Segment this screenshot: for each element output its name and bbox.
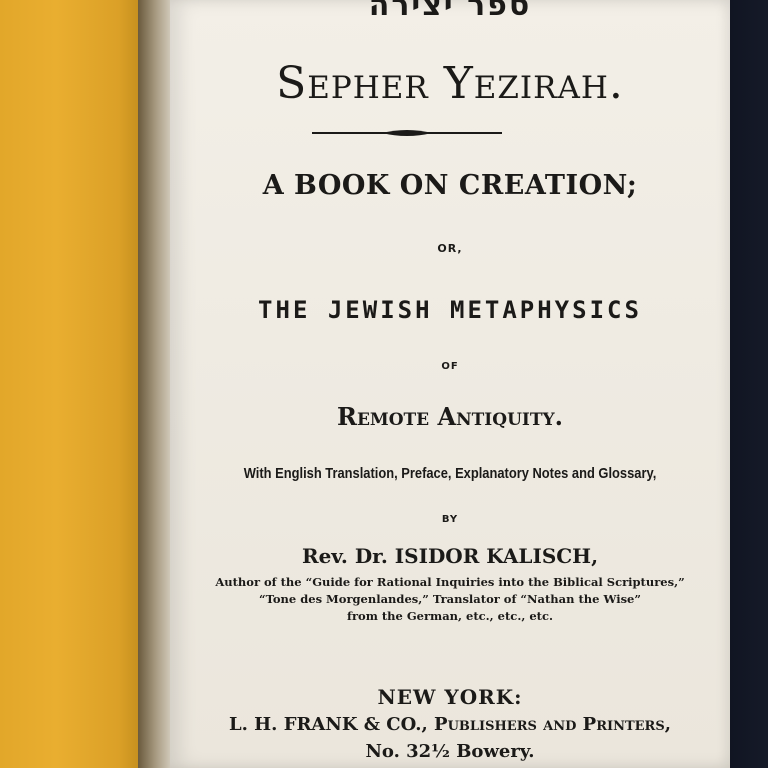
subtitle-line-3: Remote Antiquity. bbox=[337, 402, 563, 431]
author-name: Rev. Dr. ISIDOR KALISCH, bbox=[301, 544, 599, 568]
publisher-name: L. H. FRANK & CO., Publishers and Printers, bbox=[228, 714, 672, 735]
by-label: BY bbox=[441, 514, 459, 525]
conjunction-or: OR, bbox=[437, 242, 463, 255]
publisher-address: No. 32½ Bowery. bbox=[365, 741, 535, 762]
ornamental-rule bbox=[312, 126, 502, 140]
author-credits bbox=[170, 574, 730, 625]
book-cover-yellow bbox=[0, 0, 140, 768]
hebrew-title: ספר יצירה bbox=[368, 0, 532, 23]
author-credit-line: Author of the “Guide for Rational Inquiries into the Biblical Scriptures,” bbox=[215, 575, 685, 589]
subtitle-line-2: THE JEWISH METAPHYSICS bbox=[258, 296, 642, 324]
author-credit-line: “Tone des Morgenlandes,” Translator of “Nathan the Wise” bbox=[259, 592, 641, 606]
publication-place: NEW YORK: bbox=[377, 685, 523, 709]
edition-description: With English Translation, Preface, Explanatory Notes and Glossary, bbox=[243, 465, 657, 482]
title-page bbox=[170, 0, 730, 768]
author-credit-line: from the German, etc., etc., etc. bbox=[347, 609, 553, 623]
subtitle-line-1: A BOOK ON CREATION; bbox=[262, 170, 638, 201]
conjunction-of: OF bbox=[441, 361, 459, 372]
book-title: Sepher Yezirah. bbox=[276, 58, 624, 109]
